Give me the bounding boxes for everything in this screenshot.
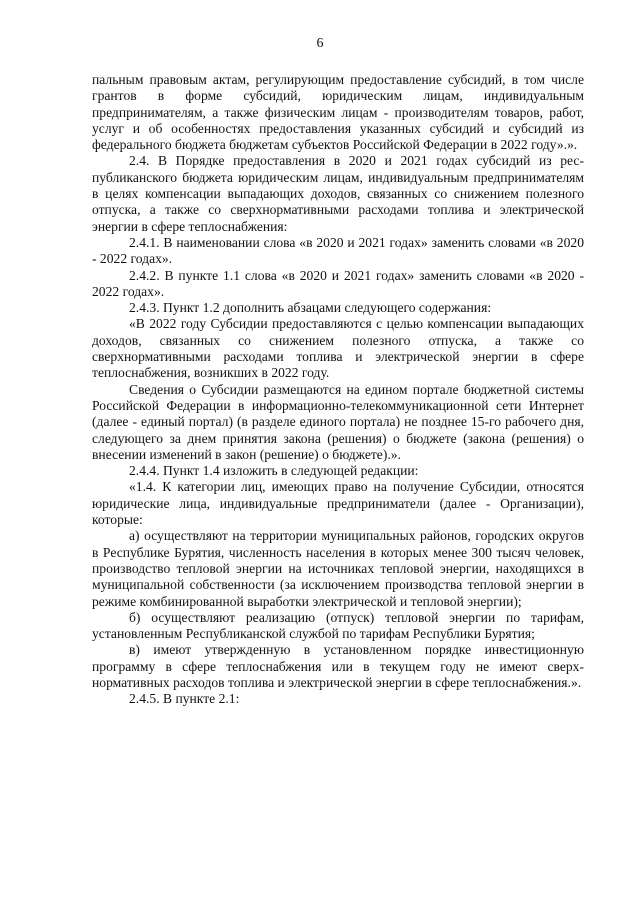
paragraph: 2.4.1. В наименовании слова «в 2020 и 2021 годах» заменить словами «в 2020 - 2022 годах». [92,234,584,267]
paragraph: 2.4.2. В пункте 1.1 слова «в 2020 и 2021 годах» заменить словами «в 2020 - 2022 годах». [92,267,584,299]
paragraph: 2.4.4. Пункт 1.4 изложить в следующей редакции: [129,463,419,479]
paragraph: «В 2022 году Субсидии предоставляются с целью компенсации выпадающих доходов, связанных со снижением полезного отпуска, а также со сверхнормативными расходами топлива и электрической энергии в сфере теплоснабжения, возникших в 2022 году. [92,316,584,381]
paragraph: 2.4.3. Пункт 1.2 дополнить абзацами следующего содержания: [129,300,492,316]
paragraph: пальным правовым актам, регулирующим предоставление субсидий, в том числе грантов в форме субсидий, юридическим лицам, индивидуальным предпринимателям, а также физическим лицам - производителям товаров, работ, услуг и об особенностях предоставления указанных субсидий и субсидий из федерального бюджета бюджетам субъектов Российской Федерации в 2022 году».». [92,72,584,153]
paragraph: 2.4.5. В пункте 2.1: [129,691,240,707]
paragraph: б) осуществляют реализацию (отпуск) тепловой энергии по тарифам, установленным Республиканской службой по тарифам Республики Бурятия; [92,609,584,642]
paragraph: а) осуществляют на территории муниципальных районов, городских округов в Республике Бурятия, численность населения в которых менее 300 тысяч человек, производство тепловой энергии на источниках тепловой энергии, находящихся в муниципальной собственности (за исключением производства тепловой энергии в режиме комбинированной выработки электрической и тепловой энергии); [92,528,584,609]
paragraph: Сведения о Субсидии размещаются на едином портале бюджетной системы Российской Федерации в информационно-телекоммуникационной сети Интернет (далее - единый портал) (в разделе единого портала) не позднее 15-го рабочего дня, следующего за днем принятия закона (решения) о бюджете (закона (решения) о внесении изменений в закон (решение) о бюджете).». [92,381,584,462]
document-body [92,72,584,708]
paragraph: в) имеют утвержденную в установленном порядке инвестиционную программу в сфере теплоснабжения или в текущем году не имеют сверхнормативных расходов топлива и электрической энергии в сфере теплоснабжения.». [92,642,584,690]
paragraph: 2.4. В Порядке предоставления в 2020 и 2021 годах субсидий из республиканского бюджета юридическим лицам, индивидуальным предпринимателям в целях компенсации выпадающих доходов, связанных со снижением полезного отпуска, а также со сверхнормативными расходами топлива и электрической энергии в сфере теплоснабжения: [92,153,584,234]
page-number: 6 [316,36,324,51]
paragraph: «1.4. К категории лиц, имеющих право на получение Субсидии, относятся юридические лица, индивидуальные предприниматели (далее - Организации), которые: [92,479,584,528]
